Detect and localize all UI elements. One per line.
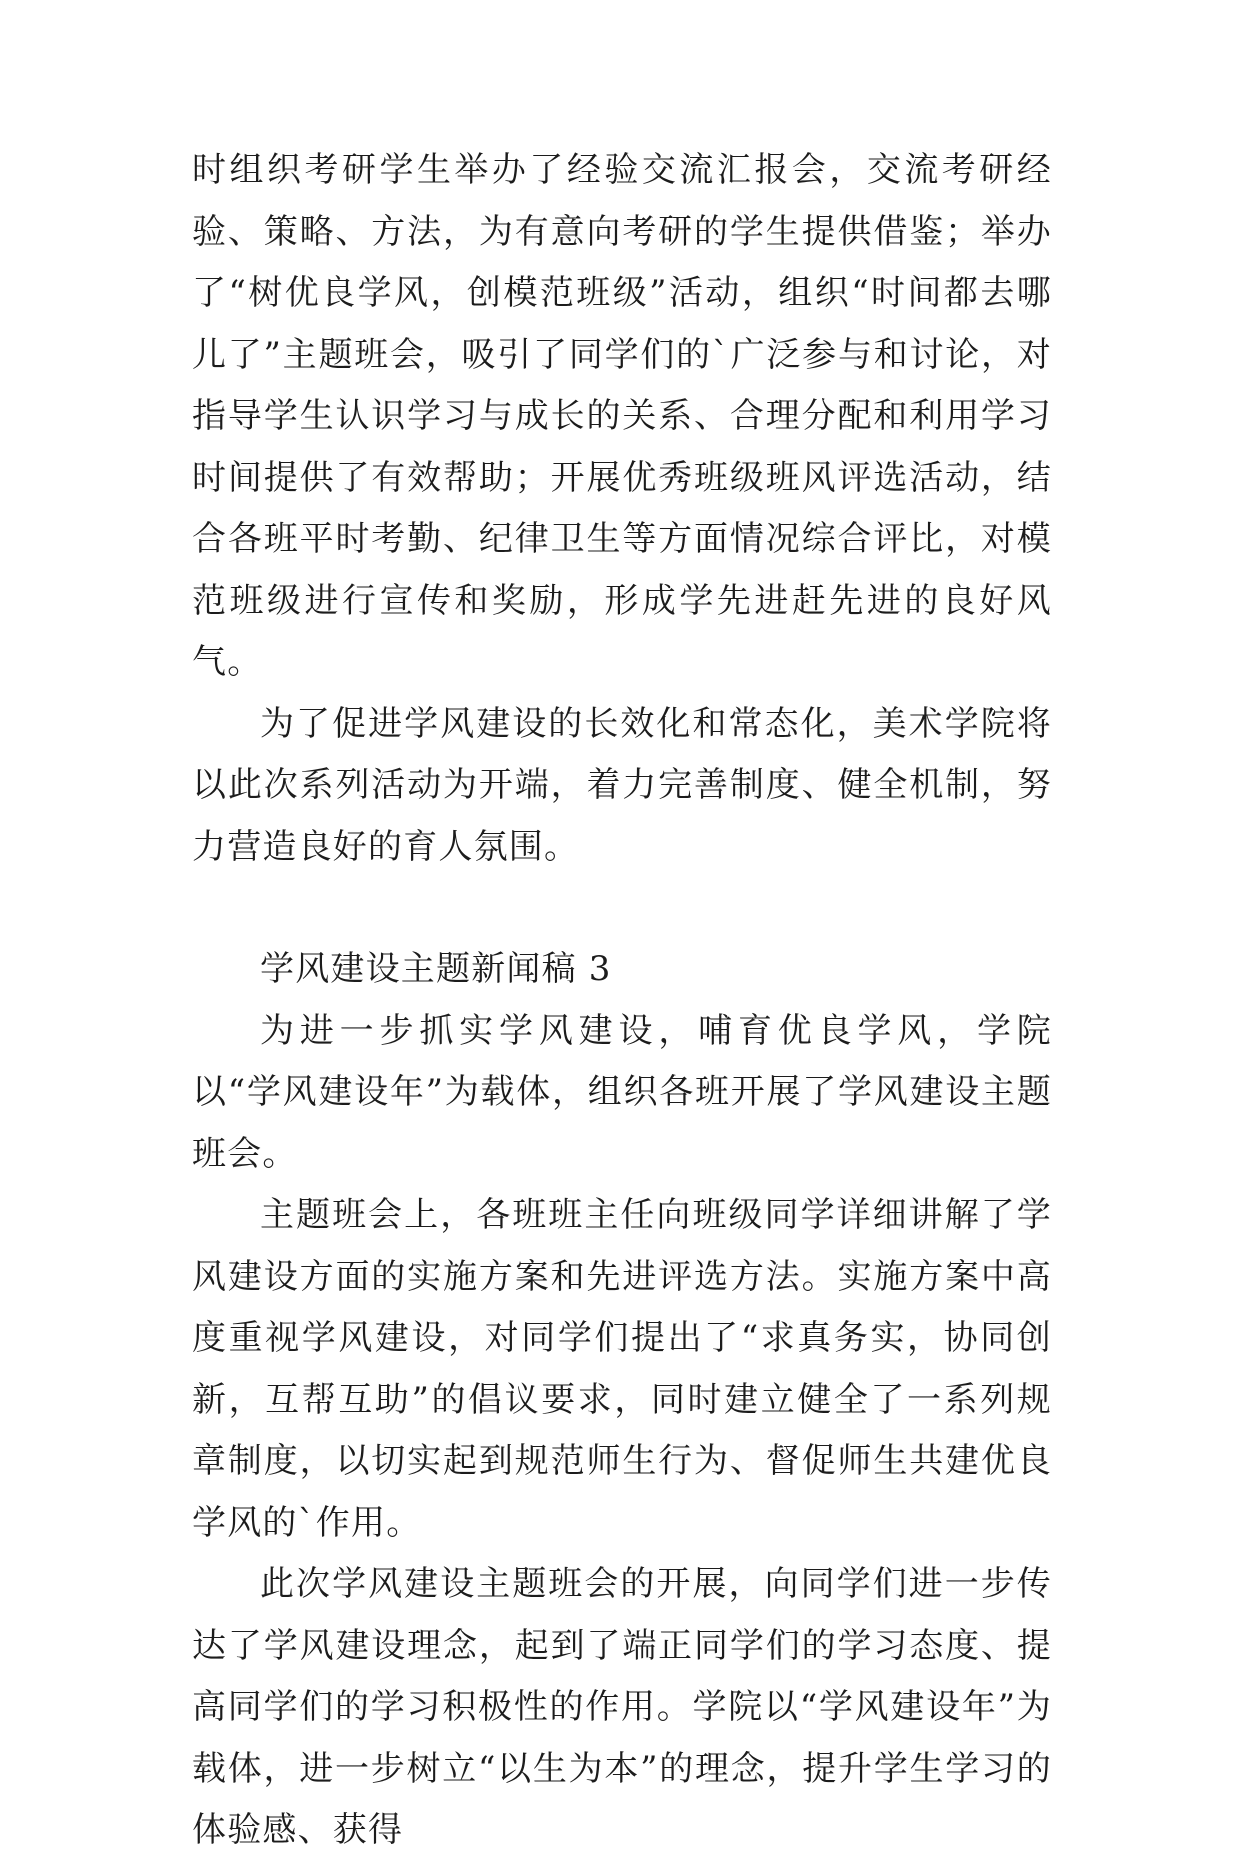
paragraph-intro: 为进一步抓实学风建设，哺育优良学风，学院以“学风建设年”为载体，组织各班开展了学风建设主题班会。 xyxy=(192,1010,1052,1174)
section-spacer xyxy=(192,878,1052,939)
document-page xyxy=(192,140,1052,1862)
paragraph-continued: 时组织考研学生举办了经验交流汇报会，交流考研经验、策略、方法，为有意向考研的学生提供借鉴；举办了“树优良学风，创模范班级”活动，组织“时间都去哪儿了”主题班会，吸引了同学们的`广泛参与和讨论，对指导学生认识学习与成长的关系、合理分配和利用学习时间提供了有效帮助；开展优秀班级班风评选活动，结合各班平时考勤、纪律卫生等方面情况综合评比，对模范班级进行宣传和奖励，形成学先进赶先进的良好风气。 xyxy=(192,150,1052,682)
paragraph-outcome: 此次学风建设主题班会的开展，向同学们进一步传达了学风建设理念，起到了端正同学们的学习态度、提高同学们的学习积极性的作用。学院以“学风建设年”为载体，进一步树立“以生为本”的理念，提升学生学习的体验感、获得 xyxy=(192,1564,1052,1850)
section-title: 学风建设主题新闻稿 3 xyxy=(260,949,612,989)
paragraph-meeting: 主题班会上，各班班主任向班级同学详细讲解了学风建设方面的实施方案和先进评选方法。实施方案中高度重视学风建设，对同学们提出了“求真务实，协同创新，互帮互助”的倡议要求，同时建立健全了一系列规章制度，以切实起到规范师生行为、督促师生共建优良学风的`作用。 xyxy=(192,1195,1052,1543)
paragraph-closing: 为了促进学风建设的长效化和常态化，美术学院将以此次系列活动为开端，着力完善制度、健全机制，努力营造良好的育人氛围。 xyxy=(192,703,1052,867)
